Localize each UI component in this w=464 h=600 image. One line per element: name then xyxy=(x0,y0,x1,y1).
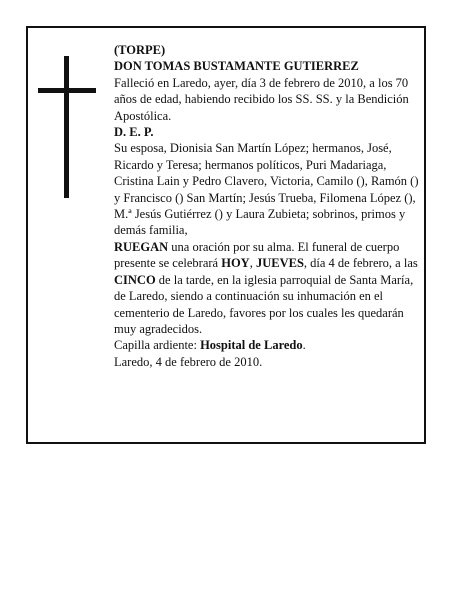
chapel-end: . xyxy=(302,338,306,353)
dep-line: D. E. P. xyxy=(114,125,154,140)
chapel-name: Hospital de Laredo xyxy=(200,338,303,353)
ruegan-word: RUEGAN xyxy=(114,239,169,254)
funeral-request xyxy=(114,239,420,337)
family-text: Su esposa, Dionisia San Martín López; hermanos, José, Ricardo y Teresa; hermanos políticos, Puri Madariaga, Cristina Lain y Pedro Clavero, Victoria, Camilo (), Ramón () y Francisco () San Martín; Jesús Trueba, Filomena López (), M.ª Jesús Gutiérrez () y Laura Zubieta; sobrinos, primos y demás familia, xyxy=(114,141,419,238)
deceased-name: DON TOMAS BUSTAMANTE GUTIERREZ xyxy=(114,59,359,74)
jueves-word: JUEVES xyxy=(255,256,304,271)
chapel-line xyxy=(114,337,420,353)
cross-vertical-bar xyxy=(64,56,69,198)
request-text-1: una oración por su alma. El funeral de cuerpo presente se celebrará xyxy=(114,239,400,271)
place-date: Laredo, 4 de febrero de 2010. xyxy=(114,354,263,369)
death-text: Falleció en Laredo, ayer, día 3 de febrero de 2010, a los 70 años de edad, habiendo recibido los SS. SS. y la Bendición Apostólica. xyxy=(114,75,409,123)
cinco-word: CINCO xyxy=(114,272,156,287)
obituary-notice xyxy=(26,26,426,444)
cross-horizontal-bar xyxy=(38,88,96,93)
request-text-4: de la tarde, en la iglesia parroquial de Santa María, de Laredo, siendo a continuación su inhumación en el cementerio de Laredo, favores por los cuales les quedarán muy agradecidos. xyxy=(114,272,414,336)
hoy-word: HOY xyxy=(221,256,250,271)
request-text-2: , xyxy=(249,256,256,271)
obituary-text xyxy=(114,42,420,370)
chapel-label: Capilla ardiente: xyxy=(114,338,201,353)
nickname: (TORPE) xyxy=(114,43,166,57)
cross-icon xyxy=(38,56,98,198)
request-text-3: , día 4 de febrero, a las xyxy=(303,256,418,271)
